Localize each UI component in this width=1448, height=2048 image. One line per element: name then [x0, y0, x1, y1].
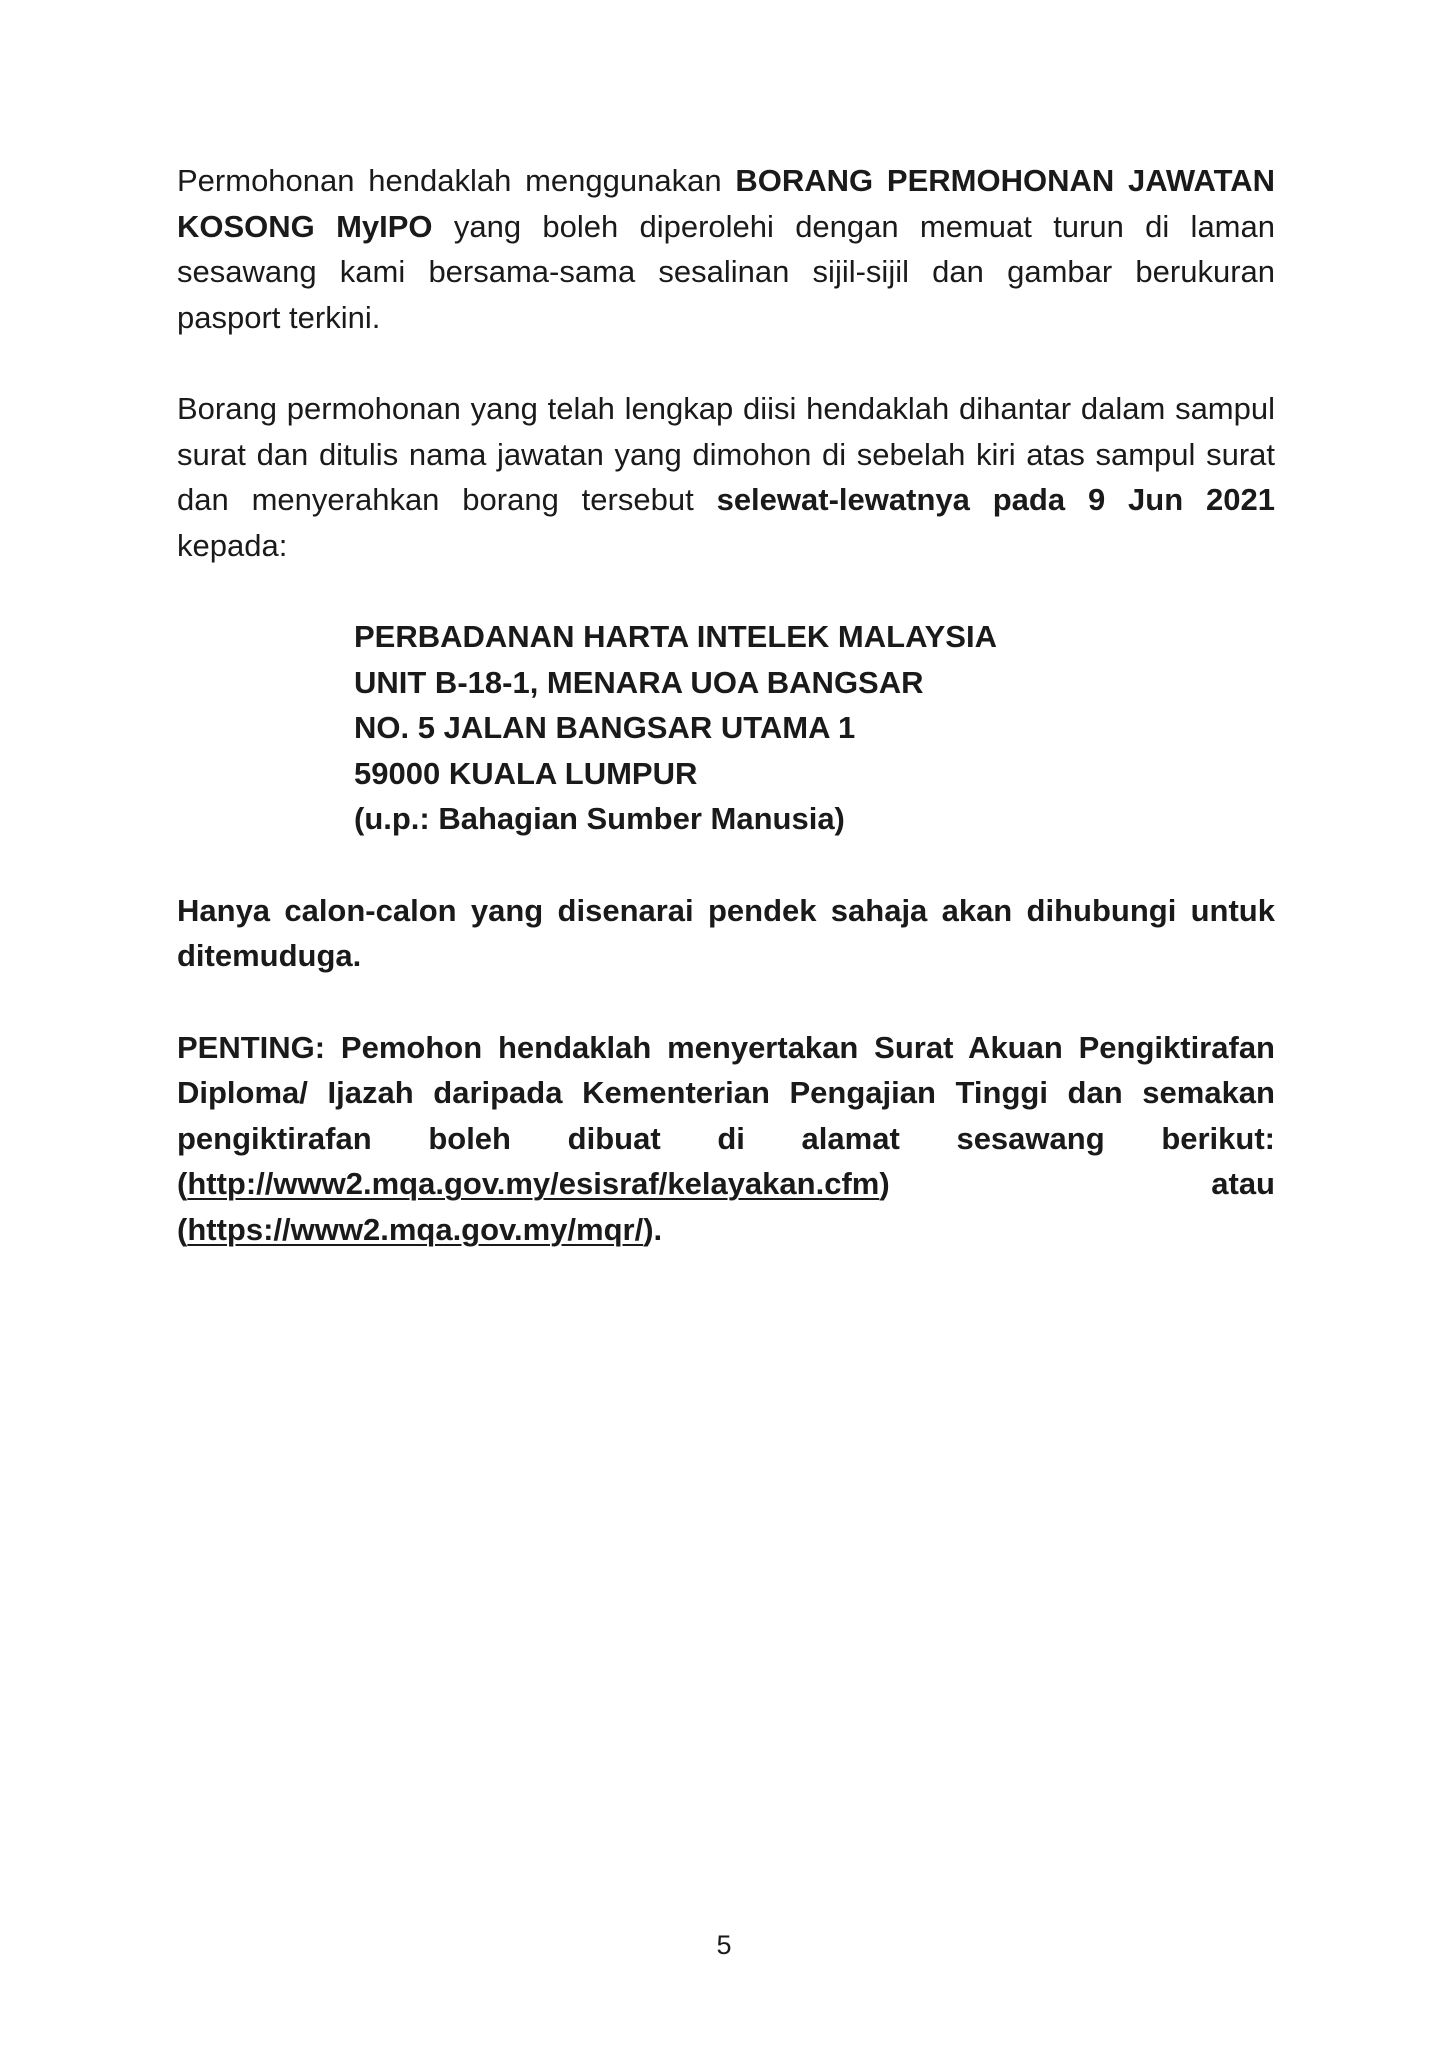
important-notice-text-end: ).: [643, 1211, 663, 1247]
important-notice-text-middle: ) atau (: [177, 1166, 1275, 1247]
mqa-esisraf-link[interactable]: http://www2.mqa.gov.my/esisraf/kelayakan.cfm: [187, 1166, 880, 1201]
address-line-5: (u.p.: Bahagian Sumber Manusia): [354, 801, 845, 836]
mailing-address: [354, 614, 1275, 842]
address-line-2: UNIT B-18-1, MENARA UOA BANGSAR: [354, 664, 924, 700]
submission-paragraph: [177, 386, 1275, 568]
form-name-bold: BORANG PERMOHONAN JAWATAN KOSONG MyIPO: [177, 163, 1275, 244]
address-line-4: 59000 KUALA LUMPUR: [354, 755, 698, 791]
paragraph1-text-start: Permohonan hendaklah menggunakan: [177, 163, 736, 198]
deadline-bold: selewat-lewatnya pada 9 Jun 2021: [716, 482, 1276, 517]
paragraph2-text-start: Borang permohonan yang telah lengkap diisi hendaklah dihantar dalam sampul surat dan ditulis nama jawatan yang dimohon di sebelah kiri atas sampul surat dan menyerahkan borang tersebut: [177, 391, 1275, 517]
important-notice-text-start: PENTING: Pemohon hendaklah menyertakan Surat Akuan Pengiktirafan Diploma/ Ijazah daripada Kementerian Pengajian Tinggi dan semakan pengiktirafan boleh dibuat di alamat sesawang berikut: (: [177, 1029, 1275, 1201]
mqa-mqr-link[interactable]: https://www2.mqa.gov.my/mqr/: [187, 1211, 644, 1247]
page-number: 5: [716, 1930, 732, 1960]
address-line-1: PERBADANAN HARTA INTELEK MALAYSIA: [354, 619, 997, 654]
important-notice-text: [177, 1030, 1275, 1247]
address-line-3: NO. 5 JALAN BANGSAR UTAMA 1: [354, 710, 856, 745]
shortlist-notice: [177, 888, 1275, 979]
application-form-paragraph: [177, 158, 1275, 340]
paragraph1-text-end: yang boleh diperolehi dengan memuat turun di laman sesawang kami bersama-sama sesalinan sijil-sijil dan gambar berukuran pasport terkini.: [177, 208, 1275, 335]
important-notice: [177, 1025, 1275, 1253]
page-content: [177, 158, 1275, 1298]
shortlist-notice-text: Hanya calon-calon yang disenarai pendek sahaja akan dihubungi untuk ditemuduga.: [177, 892, 1275, 973]
paragraph2-text-end: kepada:: [177, 527, 288, 563]
